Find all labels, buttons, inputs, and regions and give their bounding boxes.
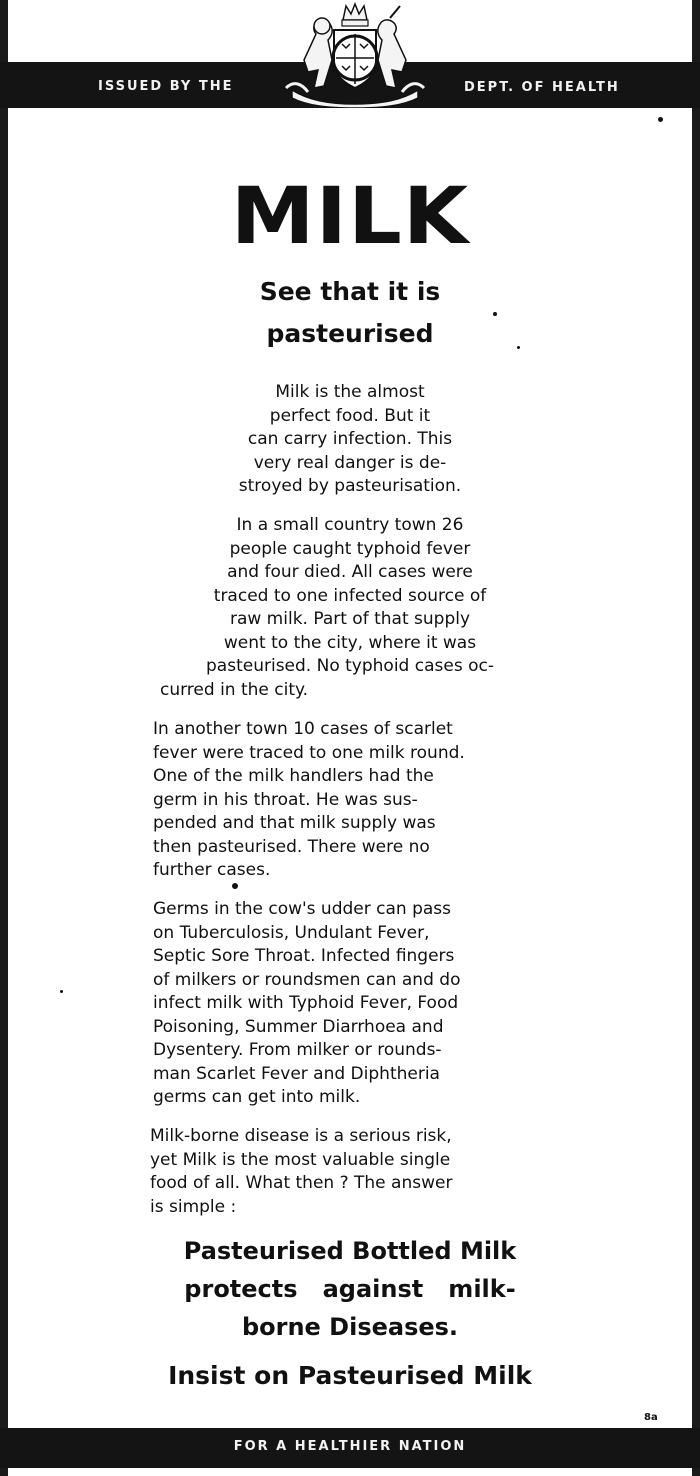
text-line: yet Milk is the most valuable single [150, 1149, 451, 1170]
paragraph-5 [150, 1125, 540, 1219]
print-speck [232, 883, 238, 889]
text-line: stroyed by pasteurisation. [238, 476, 462, 496]
paragraph-1 [150, 381, 550, 499]
text-line: can carry infection. This [247, 429, 453, 449]
text-line: perfect food. But it [269, 405, 431, 426]
print-speck [60, 990, 63, 993]
conclusion-line-1: Pasteurised Bottled Milk [183, 1237, 517, 1265]
header-left-text: ISSUED BY THE [98, 79, 234, 94]
text-line: further cases. [153, 860, 271, 880]
text-line: germ in his throat. He was sus- [153, 789, 418, 810]
print-speck [493, 312, 497, 316]
text-line: Poisoning, Summer Diarrhoea and [153, 1016, 444, 1037]
text-line: Milk-borne disease is a serious risk, [150, 1126, 452, 1146]
text-line: In a small country town 26 [236, 515, 464, 535]
text-line: food of all. What then ? The answer [150, 1173, 453, 1193]
text-line: Milk is the almost [275, 382, 425, 402]
page-mark: 8a [644, 1412, 658, 1423]
slogan: Insist on Pasteurised Milk [168, 1361, 532, 1390]
text-line: traced to one infected source of [213, 585, 487, 606]
print-speck [658, 117, 663, 122]
conclusion-line-2: protects against milk- [184, 1275, 516, 1303]
text-line: One of the milk handlers had the [153, 766, 434, 786]
text-line: then pasteurised. There were no [153, 836, 430, 857]
text-line: infect milk with Typhoid Fever, Food [153, 993, 459, 1013]
text-line: pended and that milk supply was [153, 813, 436, 833]
poster-title: MILK [230, 172, 470, 262]
text-line: went to the city, where it was [223, 632, 477, 653]
text-line: Septic Sore Throat. Infected fingers [153, 946, 455, 966]
text-line: pasteurised. No typhoid cases oc- [206, 656, 494, 676]
text-line: very real danger is de- [253, 452, 447, 473]
text-line: raw milk. Part of that supply [229, 609, 471, 629]
text-line: curred in the city. [160, 679, 309, 700]
footer-band [0, 1428, 700, 1468]
text-line: on Tuberculosis, Undulant Fever, [153, 922, 430, 943]
header-right-text: DEPT. OF HEALTH [464, 80, 620, 95]
text-line: In another town 10 cases of scarlet [153, 719, 453, 739]
text-line: man Scarlet Fever and Diphtheria [153, 1063, 440, 1084]
text-line: fever were traced to one milk round. [153, 742, 465, 763]
text-line: germs can get into milk. [153, 1087, 361, 1107]
subtitle-line-1: See that it is [259, 277, 441, 306]
text-line: Germs in the cow's udder can pass [153, 899, 452, 919]
text-line: and four died. All cases were [227, 562, 473, 582]
text-line: people caught typhoid fever [229, 538, 471, 559]
paragraph-2 [150, 514, 550, 702]
paragraph-4 [153, 898, 543, 1110]
text-line: is simple : [150, 1196, 237, 1217]
paragraph-3 [153, 718, 543, 883]
text-line: of milkers or roundsmen can and do [153, 969, 461, 990]
text-line: Dysentery. From milker or rounds- [153, 1040, 442, 1060]
print-speck [517, 346, 520, 349]
conclusion-line-3: borne Diseases. [241, 1313, 459, 1341]
royal-coat-of-arms-icon [268, 0, 442, 108]
footer-text: FOR A HEALTHIER NATION [233, 1439, 467, 1454]
subtitle-line-2: pasteurised [266, 319, 434, 348]
